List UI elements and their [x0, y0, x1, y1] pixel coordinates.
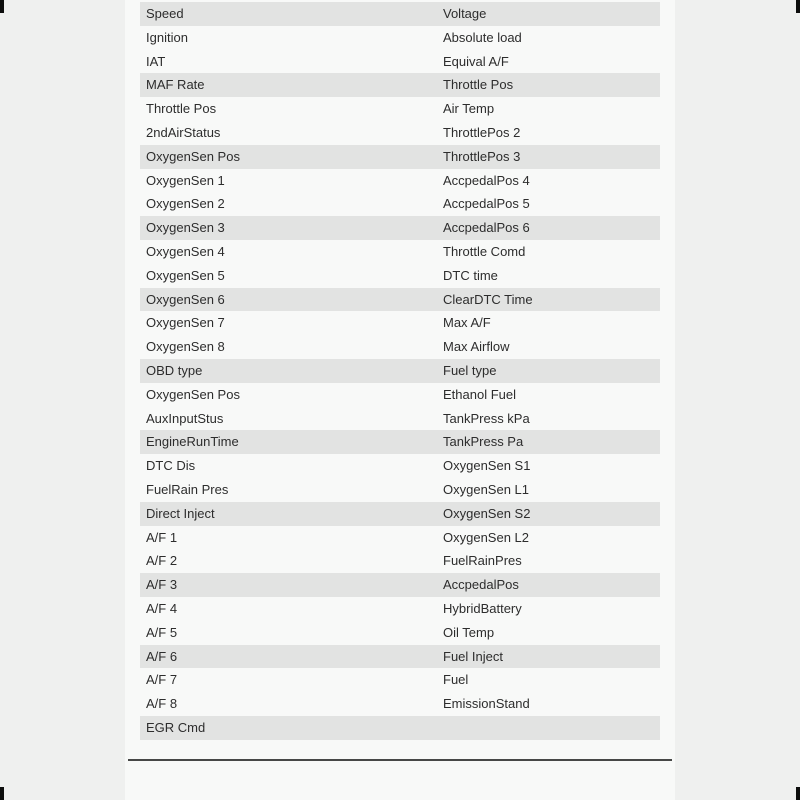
pid-row[interactable]: [140, 97, 660, 121]
pid-left-label[interactable]: EngineRunTime: [146, 434, 239, 450]
pid-right-label[interactable]: Max Airflow: [443, 339, 510, 355]
pid-right-label[interactable]: OxygenSen L2: [443, 529, 530, 545]
pid-left-label[interactable]: A/F 2: [146, 553, 178, 569]
pid-left-label[interactable]: OxygenSen Pos: [146, 386, 240, 402]
bottom-divider: [128, 759, 672, 761]
screen-corner-mark: [0, 787, 4, 800]
pid-row[interactable]: [140, 2, 660, 26]
pid-left-label[interactable]: Ignition: [146, 29, 188, 45]
pid-row[interactable]: [140, 407, 660, 431]
pid-row[interactable]: [140, 240, 660, 264]
pid-left-label[interactable]: Throttle Pos: [146, 101, 217, 117]
pid-left-label[interactable]: OxygenSen 7: [146, 315, 225, 331]
pid-right-label[interactable]: Ethanol Fuel: [443, 386, 516, 402]
pid-row[interactable]: [140, 549, 660, 573]
pid-left-label[interactable]: OxygenSen 5: [146, 267, 225, 283]
pid-row[interactable]: [140, 430, 660, 454]
pid-row[interactable]: [140, 73, 660, 97]
pid-right-label[interactable]: AccpedalPos 6: [443, 220, 530, 236]
pid-left-label[interactable]: IAT: [146, 53, 166, 69]
pid-row[interactable]: [140, 692, 660, 716]
pid-row[interactable]: [140, 216, 660, 240]
pid-right-label[interactable]: Fuel Inject: [443, 648, 503, 664]
pid-left-label[interactable]: MAF Rate: [146, 77, 205, 93]
pid-left-label[interactable]: EGR Cmd: [146, 719, 206, 735]
screen-corner-mark: [0, 0, 4, 13]
pid-right-label[interactable]: TankPress kPa: [443, 410, 530, 426]
pid-right-label[interactable]: Fuel type: [443, 362, 497, 378]
pid-left-label[interactable]: A/F 3: [146, 577, 178, 593]
pid-right-label[interactable]: Fuel: [443, 672, 469, 688]
pid-row[interactable]: [140, 288, 660, 312]
pid-left-label[interactable]: OxygenSen 6: [146, 291, 225, 307]
pid-left-label[interactable]: A/F 4: [146, 600, 178, 616]
pid-right-label[interactable]: Absolute load: [443, 29, 522, 45]
pid-row[interactable]: [140, 359, 660, 383]
pid-right-label[interactable]: Throttle Pos: [443, 77, 514, 93]
pid-row[interactable]: [140, 26, 660, 50]
pid-left-label[interactable]: OBD type: [146, 362, 203, 378]
pid-right-label[interactable]: Oil Temp: [443, 624, 495, 640]
pid-left-label[interactable]: 2ndAirStatus: [146, 124, 221, 140]
pid-left-label[interactable]: DTC Dis: [146, 458, 196, 474]
pid-left-label[interactable]: FuelRain Pres: [146, 481, 229, 497]
pid-right-label[interactable]: TankPress Pa: [443, 434, 524, 450]
pid-row[interactable]: [140, 573, 660, 597]
pid-right-label[interactable]: DTC time: [443, 267, 498, 283]
pid-row[interactable]: [140, 192, 660, 216]
pid-list: [140, 2, 660, 740]
pid-right-label[interactable]: ClearDTC Time: [443, 291, 533, 307]
pid-right-label[interactable]: FuelRainPres: [443, 553, 522, 569]
pid-left-label[interactable]: A/F 6: [146, 648, 178, 664]
pid-left-label[interactable]: Direct Inject: [146, 505, 215, 521]
pid-left-label[interactable]: OxygenSen 1: [146, 172, 225, 188]
pid-row[interactable]: [140, 169, 660, 193]
pid-row[interactable]: [140, 145, 660, 169]
pid-left-label[interactable]: A/F 1: [146, 529, 178, 545]
pid-row[interactable]: [140, 454, 660, 478]
pid-right-label[interactable]: Equival A/F: [443, 53, 509, 69]
pid-left-label[interactable]: OxygenSen 3: [146, 220, 225, 236]
pid-left-label[interactable]: A/F 5: [146, 624, 178, 640]
pid-row[interactable]: [140, 716, 660, 740]
pid-row[interactable]: [140, 50, 660, 74]
screen-corner-mark: [796, 0, 800, 13]
pid-right-label[interactable]: AccpedalPos 5: [443, 196, 530, 212]
pid-right-label[interactable]: ThrottlePos 3: [443, 148, 521, 164]
pid-right-label[interactable]: EmissionStand: [443, 696, 530, 712]
pid-left-label[interactable]: Speed: [146, 6, 184, 21]
screen-corner-mark: [796, 787, 800, 800]
pid-row[interactable]: [140, 526, 660, 550]
pid-row[interactable]: [140, 502, 660, 526]
pid-right-label[interactable]: AccpedalPos: [443, 577, 519, 593]
pid-left-label[interactable]: OxygenSen Pos: [146, 148, 240, 164]
pid-left-label[interactable]: OxygenSen 2: [146, 196, 225, 212]
pid-left-label[interactable]: OxygenSen 8: [146, 339, 225, 355]
pid-right-label[interactable]: Throttle Comd: [443, 243, 526, 259]
pid-row[interactable]: [140, 668, 660, 692]
pid-row[interactable]: [140, 645, 660, 669]
pid-right-label[interactable]: AccpedalPos 4: [443, 172, 530, 188]
pid-row[interactable]: [140, 383, 660, 407]
pid-right-label[interactable]: Max A/F: [443, 315, 491, 331]
pid-left-label[interactable]: A/F 7: [146, 672, 178, 688]
pid-row[interactable]: [140, 478, 660, 502]
pid-right-label[interactable]: Voltage: [443, 6, 487, 21]
pid-list-panel: [125, 0, 675, 800]
pid-right-label[interactable]: OxygenSen S2: [443, 505, 531, 521]
pid-row[interactable]: [140, 335, 660, 359]
pid-right-label[interactable]: OxygenSen S1: [443, 458, 531, 474]
pid-right-label[interactable]: ThrottlePos 2: [443, 124, 521, 140]
pid-row[interactable]: [140, 311, 660, 335]
pid-right-label[interactable]: Air Temp: [443, 101, 495, 117]
pid-left-label[interactable]: OxygenSen 4: [146, 243, 225, 259]
pid-left-label[interactable]: A/F 8: [146, 696, 178, 712]
pid-row[interactable]: [140, 597, 660, 621]
pid-right-label[interactable]: OxygenSen L1: [443, 481, 530, 497]
pid-row[interactable]: [140, 121, 660, 145]
pid-row[interactable]: [140, 621, 660, 645]
pid-right-label[interactable]: HybridBattery: [443, 600, 522, 616]
pid-left-label[interactable]: AuxInputStus: [146, 410, 224, 426]
pid-row[interactable]: [140, 264, 660, 288]
